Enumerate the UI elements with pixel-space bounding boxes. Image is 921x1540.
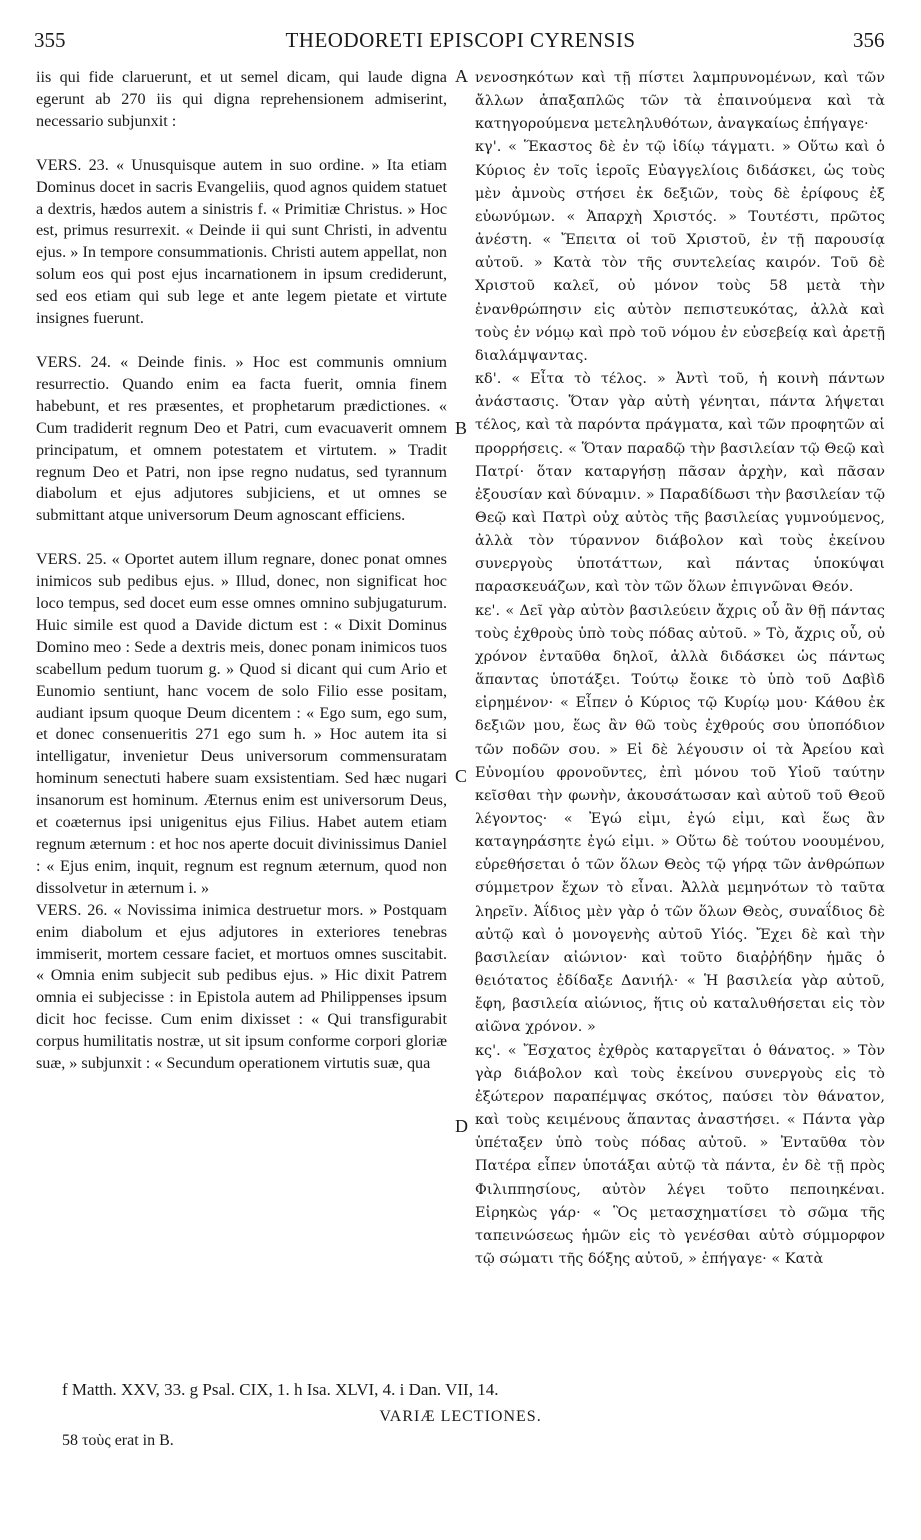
column-marker-a: A — [455, 66, 468, 86]
latin-paragraph-vers-23: VERS. 23. « Unusquisque autem in suo ordine. » Ita etiam Dominus docet in sacris Evangeliis, quod agnos quidem statuet a dextris, hædos autem a sinistris f. « Primitiæ Christus. » Hoc est, primus resurrexit. « Deinde ii qui sunt Christi, in adventu ejus. » In tempore consummationis. Christi autem appellat, non solum eos qui post ejus incarnationem in ipsum crediderunt, sed eos etiam qui sub lege et ante legem pietate et virtute insignes fuerunt. — [36, 155, 447, 328]
running-title: THEODORETI EPISCOPI CYRENSIS — [285, 28, 636, 52]
latin-paragraph-intro: iis qui fide claruerunt, et ut semel dicam, qui laude digna egerunt ab 270 iis qui digna reprehensionem admiserint, necessario subjunxit : — [36, 68, 447, 130]
column-marker-c: C — [455, 766, 468, 786]
greek-paragraph-25: κε'. « Δεῖ γὰρ αὐτὸν βασιλεύειν ἄχρις οὗ ἂν θῇ πάντας τοὺς ἐχθροὺς ὑπὸ τοὺς πόδας αὐτοῦ. » Τὸ, ἄχρις οὗ, οὐ χρόνον ἐνταῦθα δηλοῖ, ἀλλὰ διδάσκει ὡς πάντως ἅπαντας ὑποτάξει. Τούτῳ ἔοικε τὸ ὑπὸ τοῦ Δαβὶδ εἰρημένον· « Εἶπεν ὁ Κύριος τῷ Κυρίῳ μου· Κάθου ἐκ δεξιῶν μου, ἕως ἂν θῶ τοὺς ἐχθρούς σου ὑποπόδιον τῶν ποδῶν σου. » Εἰ δὲ λέγουσιν οἱ τὰ Ἀρείου καὶ Εὐνομίου φρονοῦντες, ἐπὶ μόνου τοῦ Υἱοῦ ταύτην κεῖσθαι τὴν φωνὴν, ἀκουσάτωσαν καὶ αὐτοῦ τοῦ Θεοῦ λέγοντος· « Ἐγώ εἰμι, ἐγώ εἰμι, καὶ ἕως ἂν καταγηράσητε ἐγώ εἰμι. » Οὕτω δὲ τούτου νοουμένου, εὑρεθήσεται ὁ τῶν ὅλων Θεὸς τῷ γήρᾳ τῶν ἀνθρώπων σύμμετρον ἔχων τὸ εἶναι. Ἀλλὰ μεμηνότων τὸ ταῦτα ληρεῖν. Ἀΐδιος μὲν γὰρ ὁ τῶν ὅλων Θεὸς, συναΐδιος δὲ αὐτῷ καὶ ὁ μονογενὴς αὐτοῦ Υἱός. Ἔχει δὲ καὶ τὴν βασιλείαν αἰώνιον· καὶ τοῦτο διαῤῥήδην ἡμᾶς ὁ θειότατος ἐδίδαξε Δανιήλ· « Ἡ βασιλεία γὰρ αὐτοῦ, ἔφη, βασιλεία αἰώνιος, ἥτις οὐ καταλυθήσεται εἰς τὸν αἰῶνα χρόνον. » — [475, 602, 885, 1036]
variae-lectiones-heading: VARIÆ LECTIONES. — [379, 1408, 542, 1425]
latin-paragraph-vers-25: VERS. 25. « Oportet autem illum regnare, donec ponat omnes inimicos sub pedibus ejus. » Illud, donec, non significat hoc loco tempus, sed docet eum esse omnes omnino subjugaturum. Huic simile est quod a Davide dictum est : « Dixit Dominus Domino meo : Sede a dextris meis, donec ponam inimicos tuos scabellum pedum tuorum g. » Quod si dicant qui cum Ario et Eunomio sentiunt, hanc vocem de solo Filio esse positam, audiant ipsum quoque Deum dicentem : « Ego sum, ego sum, et donec consenueritis 271 ego sum h. » Hoc autem ita si intelligatur, invenietur Deus universorum commensuratam hominum senectuti habere suam exsistentiam. Sed hæc nugari insanorum est hominum. Æternus enim est universorum Deus, et coæternus ipsi unigenitus ejus Filius. Habet autem etiam regnum æternum : et hoc nos aperte docuit divinissimus Daniel : « Ejus enim, inquit, regnum est regnum æternum, quod non dissolvetur in æternum i. » — [36, 550, 447, 897]
greek-column — [475, 67, 885, 1271]
latin-column — [36, 67, 447, 1075]
greek-paragraph-23: κγ'. « Ἕκαστος δὲ ἐν τῷ ἰδίῳ τάγματι. » Οὕτω καὶ ὁ Κύριος ἐν τοῖς ἱεροῖς Εὐαγγελίοις διδάσκει, ὡς τοὺς μὲν ἀμνοὺς στήσει ἐκ δεξιῶν, τοὺς δὲ ἐρίφους ἐξ εὐωνύμων. « Ἀπαρχὴ Χριστός. » Τουτέστι, πρῶτος ἀνέστη. « Ἔπειτα οἱ τοῦ Χριστοῦ, ἐν τῇ παρουσίᾳ αὐτοῦ. » Κατὰ τὸν τῆς συντελείας καιρόν. Τοῦ δὲ Χριστοῦ καλεῖ, οὐ μόνον τοὺς 58 μετὰ τὴν ἐνανθρώπησιν εἰς αὐτὸν πεπιστευκότας, ἀλλὰ καὶ τοὺς ἐν νόμῳ καὶ πρὸ τοῦ νόμου ἐν εὐσεβείᾳ καὶ ἀρετῇ διαλάμψαντας. — [475, 139, 885, 364]
column-marker-b: B — [455, 418, 468, 438]
footnotes: f Matth. XXV, 33. g Psal. CIX, 1. h Isa. XLVI, 4. i Dan. VII, 14. — [62, 1380, 499, 1399]
greek-paragraph-26: κς'. « Ἔσχατος ἐχθρὸς καταργεῖται ὁ θάνατος. » Τὸν γὰρ διάβολον καὶ τοὺς ἐκείνου συνεργοὺς εἰς τὸ ἐξώτερον παραπέμψας σκότος, παύσει τὸν θάνατον, καὶ τοὺς κειμένους ἅπαντας ἀναστήσει. « Πάντα γὰρ ὑπέταξεν ὑπὸ τοὺς πόδας αὐτοῦ. » Ἐνταῦθα τὸν Πατέρα εἶπεν ὑποτάξαι αὐτῷ τὰ πάντα, ἐν δὲ τῇ πρὸς Φιλιππησίους, αὐτὸν λέγει τοῦτο πεποιηκέναι. Εἰρηκὼς γάρ· « Ὃς μετασχηματίσει τὸ σῶμα τῆς ταπεινώσεως ἡμῶν εἰς τὸ γενέσθαι αὐτὸ σύμμορφον τῷ σώματι τῆς δόξης αὐτοῦ, » ἐπήγαγε· « Κατὰ — [475, 1042, 885, 1267]
page-number-right: 356 — [853, 28, 885, 52]
running-header — [0, 28, 921, 68]
latin-paragraph-vers-26: VERS. 26. « Novissima inimica destruetur mors. » Postquam enim diabolum et ejus adjutores in exteriores tenebras immiserit, mortem cessare faciet, et mortuos omnes suscitabit. « Omnia enim subjecit sub pedibus ejus. » Hic dixit Patrem omnia ei subjecisse : in Epistola autem ad Philippenses ipsum dicit hoc fecisse. Cum enim dixisset : « Qui transfigurabit corpus humilitatis nostræ, ut sit ipsum conforme corpori gloriæ suæ, » subjunxit : « Secundum operationem virtutis suæ, qua — [36, 900, 447, 1073]
column-marker-d: D — [455, 1116, 468, 1136]
page-number-left: 355 — [34, 28, 66, 52]
variae-lectiones-note: 58 τοὺς erat in B. — [62, 1432, 174, 1449]
greek-paragraph-24: κδ'. « Εἶτα τὸ τέλος. » Ἀντὶ τοῦ, ἡ κοινὴ πάντων ἀνάστασις. Ὅταν γὰρ αὐτὴ γένηται, πάντα λήψεται τέλος, καὶ τὰ παρόντα πράγματα, καὶ τῶν προφητῶν αἱ προρρήσεις. « Ὅταν παραδῷ τὴν βασιλείαν τῷ Θεῷ καὶ Πατρί· ὅταν καταργήσῃ πᾶσαν ἀρχὴν, καὶ πᾶσαν ἐξουσίαν καὶ δύναμιν. » Παραδίδωσι τὴν βασιλείαν τῷ Θεῷ καὶ Πατρὶ οὐχ αὐτὸς τῆς βασιλείας γυμνούμενος, ἀλλὰ τὸν τύραννον διάβολον καὶ τοὺς ἐκείνου συνεργοὺς ὑποτάττων, καὶ πάντας ὑποκύψαι παρασκευάζων, καὶ τὸν τῶν ὅλων ἐπιγνῶναι Θεόν. — [475, 371, 885, 596]
greek-paragraph-intro: νενοσηκότων καὶ τῇ πίστει λαμπρυνομένων, καὶ τῶν ἄλλων ἀπαξαπλῶς τῶν τὰ ἐπαινούμενα καὶ τὰ κατηγορούμενα μετεληλυθότων, ἀναγκαίως ἐπήγαγε· — [475, 70, 885, 133]
latin-paragraph-vers-24: VERS. 24. « Deinde finis. » Hoc est communis omnium resurrectio. Quando enim ea facta fuerit, omnia finem habebunt, et res præsentes, et prophetarum prædictiones. « Cum tradiderit regnum Deo et Patri, cum evacuaverit omnem principatum, et omnem potestatem et virtutem. » Tradit regnum Deo et Patri, non ipse regno nudatus, sed tyrannum diabolum et ejus adjutores subjiciens, et ut omnes se submittant atque universorum Deum agnoscant efficiens. — [36, 352, 447, 525]
